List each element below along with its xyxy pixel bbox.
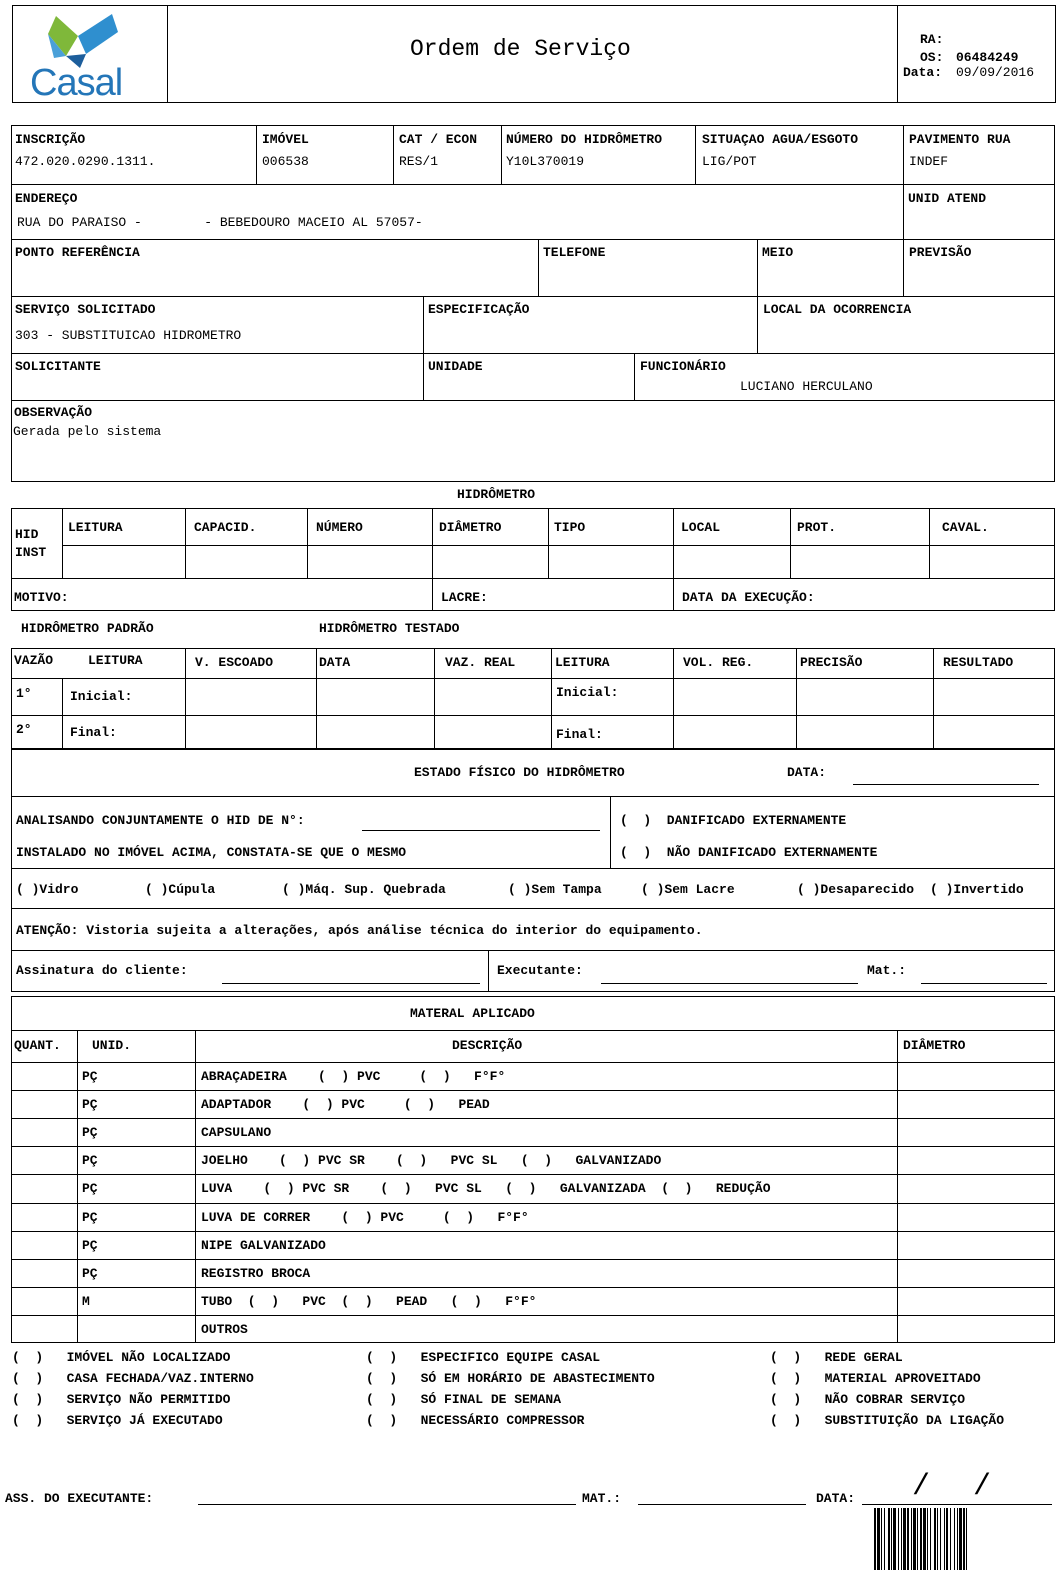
mh-unid: UNID.: [92, 1038, 132, 1053]
material-row-unid: M: [82, 1293, 90, 1309]
material-row-desc: NIPE GALVANIZADO: [201, 1237, 326, 1253]
material-row-desc: OUTROS: [201, 1321, 248, 1337]
check-sem-tampa[interactable]: ( )Sem Tampa: [508, 882, 602, 897]
row2-final-padrao: Final:: [70, 725, 117, 740]
hidrometro-box: [11, 508, 1055, 611]
unid-atend-label: UNID ATEND: [908, 191, 987, 206]
estado-box: [11, 749, 1055, 992]
barcode: [874, 1508, 1054, 1570]
footer-data-line[interactable]: [862, 1504, 1052, 1505]
tcol-leitura-testado: LEITURA: [555, 655, 610, 670]
status-nao-cobrar[interactable]: ( ) NÃO COBRAR SERVIÇO: [770, 1392, 966, 1407]
tcol-v-escoado: V. ESCOADO: [195, 655, 274, 670]
col-capacid: CAPACID.: [194, 520, 257, 535]
row2-final-testado: Final:: [556, 727, 603, 742]
status-horario-abastecimento[interactable]: ( ) SÓ EM HORÁRIO DE ABASTECIMENTO: [366, 1371, 655, 1386]
material-box: [11, 996, 1055, 1343]
date-sep-1: /: [912, 1470, 931, 1504]
instalado-line: INSTALADO NO IMÓVEL ACIMA, CONSTATA-SE QUE O MESMO: [16, 845, 407, 860]
ra-label: RA:: [920, 32, 944, 47]
mh-descricao: DESCRIÇÃO: [452, 1038, 523, 1053]
material-row-unid: PÇ: [82, 1153, 98, 1169]
status-final-semana[interactable]: ( ) SÓ FINAL DE SEMANA: [366, 1392, 562, 1407]
material-row-unid: PÇ: [82, 1181, 98, 1197]
imovel-label: IMÓVEL: [262, 132, 309, 147]
assinatura-cliente-label: Assinatura do cliente:: [16, 963, 188, 978]
os-label: OS:: [920, 50, 944, 65]
check-vidro[interactable]: ( )Vidro: [16, 882, 79, 897]
page-title: Ordem de Serviço: [410, 36, 631, 62]
material-row-desc: ABRAÇADEIRA ( ) PVC ( ) F°F°: [201, 1069, 506, 1084]
material-row-desc: LUVA ( ) PVC SR ( ) PVC SL ( ) GALVANIZADA ( ) REDUÇÃO: [201, 1181, 771, 1197]
col-numero: NÚMERO: [316, 520, 363, 535]
barcode-icon: [874, 1508, 1054, 1570]
material-row-unid: PÇ: [82, 1069, 98, 1084]
material-title: MATERAL APLICADO: [410, 1006, 535, 1021]
tcol-vol-reg: VOL. REG.: [683, 655, 754, 670]
check-maq-sup[interactable]: ( )Máq. Sup. Quebrada: [282, 882, 446, 897]
data-execucao-label: DATA DA EXECUÇÃO:: [682, 590, 815, 605]
material-row-unid: PÇ: [82, 1237, 98, 1253]
data-value: 09/09/2016: [956, 65, 1035, 80]
local-ocorrencia-label: LOCAL DA OCORRENCIA: [763, 302, 912, 317]
hid-inst-label-2: INST: [15, 545, 47, 560]
assinatura-cliente-line[interactable]: [222, 983, 480, 984]
tcol-resultado: RESULTADO: [943, 655, 1014, 670]
hid-inst-label-1: HID: [15, 527, 39, 542]
pavimento-value: INDEF: [909, 154, 949, 169]
status-casa-fechada[interactable]: ( ) CASA FECHADA/VAZ.INTERNO: [12, 1371, 254, 1386]
mat-label: Mat.:: [867, 963, 907, 978]
status-servico-nao-permitido[interactable]: ( ) SERVIÇO NÃO PERMITIDO: [12, 1392, 231, 1407]
inscricao-value: 472.020.0290.1311.: [15, 154, 156, 169]
test-table-box: [11, 648, 1055, 749]
telefone-label: TELEFONE: [543, 245, 606, 260]
especificacao-label: ESPECIFICAÇÃO: [428, 302, 530, 317]
unidade-label: UNIDADE: [428, 359, 483, 374]
col-tipo: TIPO: [554, 520, 586, 535]
check-desaparecido[interactable]: ( )Desaparecido: [797, 882, 915, 897]
tcol-data: DATA: [319, 655, 351, 670]
observacao-label: OBSERVAÇÃO: [14, 405, 93, 420]
servico-value: 303 - SUBSTITUICAO HIDROMETRO: [15, 328, 242, 343]
row1-index: 1°: [16, 686, 32, 701]
casal-logo: [26, 6, 136, 104]
inscricao-label: INSCRIÇÃO: [15, 132, 86, 147]
estado-title: ESTADO FÍSICO DO HIDRÔMETRO: [414, 765, 625, 780]
nao-danificado-option[interactable]: ( ) NÃO DANIFICADO EXTERNAMENTE: [620, 845, 878, 860]
material-row-unid: PÇ: [82, 1125, 98, 1141]
col-caval: CAVAL.: [942, 520, 989, 535]
status-imovel-nao-localizado[interactable]: ( ) IMÓVEL NÃO LOCALIZADO: [12, 1350, 231, 1365]
ass-executante-line[interactable]: [198, 1504, 576, 1505]
status-rede-geral[interactable]: ( ) REDE GERAL: [770, 1350, 903, 1365]
executante-line[interactable]: [601, 983, 858, 984]
logo-text: Casal: [30, 62, 123, 104]
pavimento-label: PAVIMENTO RUA: [909, 132, 1011, 147]
row1-inicial-padrao: Inicial:: [70, 689, 133, 704]
material-row-unid: PÇ: [82, 1097, 98, 1113]
material-row-desc: CAPSULANO: [201, 1125, 272, 1141]
executante-label: Executante:: [497, 963, 583, 978]
material-row-desc: ADAPTADOR ( ) PVC ( ) PEAD: [201, 1097, 490, 1113]
analisando-line: ANALISANDO CONJUNTAMENTE O HID DE N°:: [16, 813, 305, 828]
col-leitura: LEITURA: [68, 520, 123, 535]
os-value: 06484249: [956, 50, 1019, 65]
material-row-desc: LUVA DE CORRER ( ) PVC ( ) F°F°: [201, 1209, 529, 1225]
servico-label: SERVIÇO SOLICITADO: [15, 302, 156, 317]
col-local: LOCAL: [681, 520, 721, 535]
hidrometro-padrao-label: HIDRÔMETRO PADRÃO: [21, 621, 154, 636]
hidrometro-testado-label: HIDRÔMETRO TESTADO: [319, 621, 460, 636]
funcionario-value: LUCIANO HERCULANO: [740, 379, 873, 394]
solicitante-label: SOLICITANTE: [15, 359, 101, 374]
col-diametro: DIÂMETRO: [439, 520, 502, 535]
material-row-desc: JOELHO ( ) PVC SR ( ) PVC SL ( ) GALVANIZADO: [201, 1153, 662, 1169]
mat-line[interactable]: [921, 983, 1047, 984]
hidrometro-label: NÚMERO DO HIDRÔMETRO: [506, 132, 663, 147]
situacao-label: SITUAÇAO AGUA/ESGOTO: [702, 132, 859, 147]
imovel-value: 006538: [262, 154, 309, 169]
lacre-label: LACRE:: [441, 590, 488, 605]
meio-label: MEIO: [762, 245, 794, 260]
footer-data-label: DATA:: [816, 1491, 856, 1506]
mh-quant: QUANT.: [14, 1038, 61, 1053]
footer-mat-label: MAT.:: [582, 1491, 622, 1506]
material-row-unid: PÇ: [82, 1209, 98, 1225]
status-substituicao-ligacao[interactable]: ( ) SUBSTITUIÇÃO DA LIGAÇÃO: [770, 1413, 1005, 1428]
hid-number-input[interactable]: [362, 830, 600, 831]
ponto-ref-label: PONTO REFERÊNCIA: [15, 245, 140, 260]
date-sep-2: /: [973, 1470, 992, 1504]
status-material-aproveitado[interactable]: ( ) MATERIAL APROVEITADO: [770, 1371, 981, 1386]
material-row-desc: TUBO ( ) PVC ( ) PEAD ( ) F°F°: [201, 1293, 537, 1309]
data-label: Data:: [903, 65, 943, 80]
estado-data-label: DATA:: [787, 765, 827, 780]
tcol-precisao: PRECISÃO: [800, 655, 863, 670]
material-row-unid: PÇ: [82, 1265, 98, 1281]
hidrometro-title: HIDRÔMETRO: [457, 487, 536, 502]
tcol-vazao: VAZÃO: [14, 653, 54, 668]
material-row-desc: REGISTRO BROCA: [201, 1265, 311, 1281]
danificado-option[interactable]: ( ) DANIFICADO EXTERNAMENTE: [620, 813, 847, 828]
status-compressor[interactable]: ( ) NECESSÁRIO COMPRESSOR: [366, 1413, 585, 1428]
check-cupula[interactable]: ( )Cúpula: [145, 882, 216, 897]
check-invertido[interactable]: ( )Invertido: [930, 882, 1024, 897]
col-prot: PROT.: [797, 520, 837, 535]
endereco-label: ENDEREÇO: [15, 191, 78, 206]
status-especifico-equipe[interactable]: ( ) ESPECIFICO EQUIPE CASAL: [366, 1350, 601, 1365]
footer-mat-line[interactable]: [638, 1504, 806, 1505]
observacao-value: Gerada pelo sistema: [13, 424, 162, 439]
atencao-text: ATENÇÃO: Vistoria sujeita a alterações, após análise técnica do interior do equipamento.: [16, 923, 703, 938]
situacao-value: LIG/POT: [702, 154, 757, 169]
hidrometro-value: Y10L370019: [506, 154, 585, 169]
row1-inicial-testado: Inicial:: [556, 685, 619, 700]
status-servico-ja-executado[interactable]: ( ) SERVIÇO JÁ EXECUTADO: [12, 1413, 223, 1428]
previsao-label: PREVISÃO: [909, 245, 972, 260]
funcionario-label: FUNCIONÁRIO: [640, 359, 726, 374]
check-sem-lacre[interactable]: ( )Sem Lacre: [641, 882, 735, 897]
motivo-label: MOTIVO:: [14, 590, 69, 605]
row2-index: 2°: [16, 722, 32, 737]
cat-econ-value: RES/1: [399, 154, 439, 169]
mh-diametro: DIÂMETRO: [903, 1038, 966, 1053]
ass-executante-label: ASS. DO EXECUTANTE:: [5, 1491, 154, 1506]
cat-econ-label: CAT / ECON: [399, 132, 478, 147]
tcol-vaz-real: VAZ. REAL: [445, 655, 516, 670]
tcol-leitura-padrao: LEITURA: [88, 653, 143, 668]
endereco-value: RUA DO PARAISO - - BEBEDOURO MACEIO AL 57057-: [17, 215, 423, 230]
